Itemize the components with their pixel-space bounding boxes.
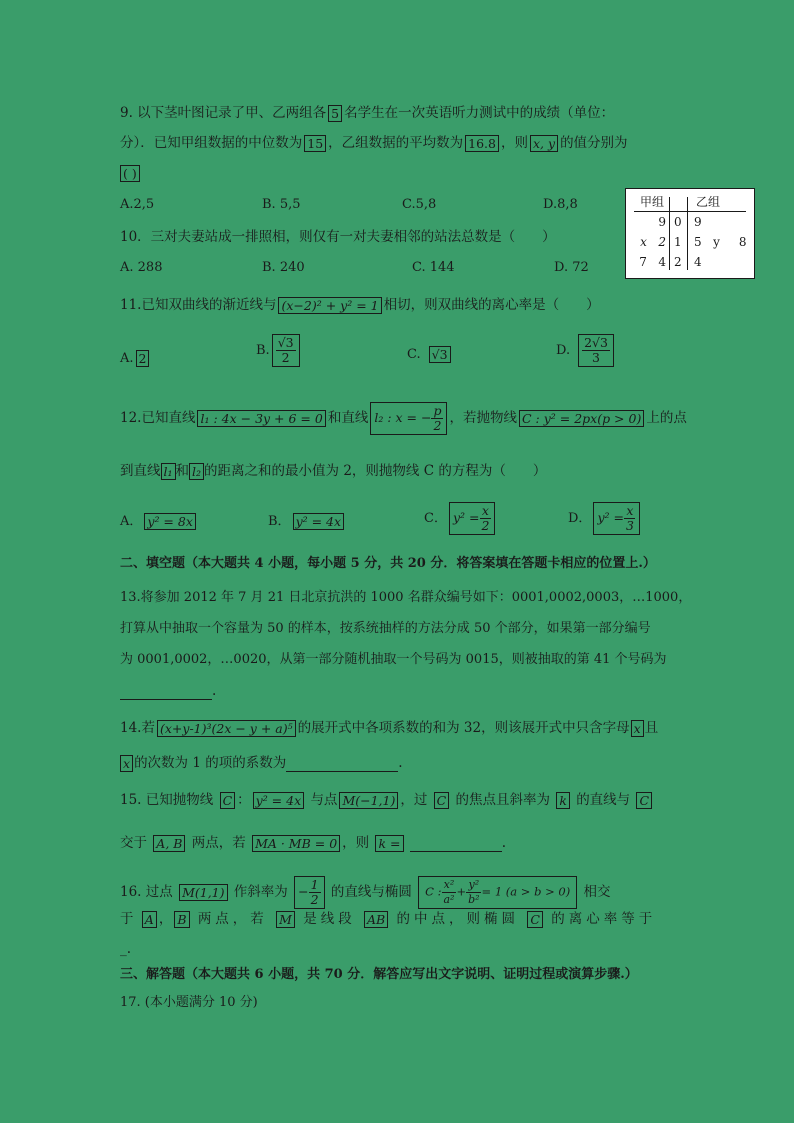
stemleaf-right-leaf: 5 y 8 <box>694 235 747 249</box>
q12-text: 的距离之和的最小值为 2，则抛物线 C 的方程为（ ） <box>204 463 547 479</box>
q15-line2 <box>120 834 506 852</box>
q11-option-d-val <box>578 334 614 367</box>
q16-line1 <box>120 876 611 909</box>
frac-num: p <box>433 403 442 418</box>
q10-option-a: A. 288 <box>120 260 163 275</box>
frac-den: 2 <box>481 518 490 533</box>
q14-answer-blank[interactable] <box>286 757 398 772</box>
q14-x-box: x <box>120 755 133 772</box>
frac-den: 3 <box>625 518 634 533</box>
q11-text: 11.已知双曲线的渐近线与 <box>120 297 277 313</box>
q16-point-box: M(1,1) <box>179 884 227 901</box>
q9-text: ，则 <box>501 135 528 151</box>
q16-text: 两点，若 <box>197 911 268 927</box>
q15-k-box: k <box>556 792 570 809</box>
stemleaf-stem: 0 <box>674 215 682 229</box>
q16-text: 的中点，则椭圆 <box>396 911 520 927</box>
q10-option-d: D. 72 <box>554 260 589 275</box>
q12-parabola-box: C : y² = 2px(p > 0) <box>519 410 644 427</box>
q9-median-box: 15 <box>304 135 326 152</box>
q9-option-d: D.8,8 <box>543 197 578 212</box>
stemleaf-header-divider <box>634 211 746 212</box>
q16-text: 相交 <box>583 884 611 900</box>
stemleaf-left-leaf: x 2 <box>640 235 666 249</box>
q15-c-box: C <box>434 792 450 809</box>
q12-option-d-val <box>593 502 639 535</box>
expr: = 1 (a > b > 0) <box>481 884 571 899</box>
q12-l2-box <box>370 402 447 435</box>
q14-line1 <box>120 719 658 737</box>
frac-num: x <box>626 503 634 518</box>
stemleaf-right-header: 乙组 <box>696 195 721 209</box>
q14-text: 的次数为 1 的项的系数为 <box>134 755 287 771</box>
q9-line2 <box>120 134 628 152</box>
q9-text: 9. 以下茎叶图记录了甲、乙两组各 <box>120 105 327 121</box>
stemleaf-stem: 1 <box>674 235 682 249</box>
q12-option-d <box>568 502 642 535</box>
q9-option-c: C.5,8 <box>402 197 437 212</box>
q15-answer-blank[interactable] <box>410 837 502 852</box>
q11-text: 相切，则双曲线的离心率是（ ） <box>383 297 600 313</box>
q12-option-c-val <box>449 502 495 535</box>
q14-text: 14.若 <box>120 720 155 736</box>
frac-den: 2 <box>281 350 290 365</box>
q12-text: 12.已知直线 <box>120 410 196 426</box>
q15-line1 <box>120 791 654 809</box>
stemleaf-right-leaf: 9 <box>694 215 702 229</box>
expr: y² = <box>452 510 480 525</box>
q14-text: 且 <box>644 720 659 736</box>
frac-den: 2 <box>310 892 319 907</box>
stemleaf-left-leaf: 9 <box>658 215 666 229</box>
q12-line1 <box>120 402 687 435</box>
q11-option-b-val <box>272 334 300 367</box>
option-label: C. <box>407 347 421 362</box>
q9-line3 <box>120 164 142 182</box>
q15-text: 两点，若 <box>191 835 246 851</box>
q11-option-c-val: √3 <box>429 346 451 363</box>
q16-m-box: M <box>276 911 295 928</box>
q16-answer-blank[interactable]: _. <box>120 941 132 957</box>
q10-text: 10．三对夫妻站成一排照相，则仅有一对夫妻相邻的站法总数是（ ） <box>120 229 556 245</box>
q9-text: ，乙组数据的平均数为 <box>328 135 464 151</box>
option-label: D． <box>568 511 592 526</box>
q16-text: 作斜率为 <box>233 884 288 900</box>
option-label: C． <box>424 511 447 526</box>
expr: C : <box>425 884 442 899</box>
q9-option-b: B. 5,5 <box>262 197 301 212</box>
q14-x-box: x <box>631 720 644 737</box>
q15-c-box: C <box>220 792 236 809</box>
q13-line4 <box>120 682 216 700</box>
q12-option-a <box>120 513 198 531</box>
q10-option-b: B. 240 <box>262 260 305 275</box>
frac-den: b² <box>468 893 480 906</box>
q15-point-box: M(−1,1) <box>339 792 398 809</box>
expr: y² = <box>597 510 624 525</box>
q13-line1: 13.将参加 2012 年 7 月 21 日北京抗洪的 1000 名群众编号如下：0001,0002,0003，…1000， <box>120 590 692 605</box>
q15-k-eq-box: k = <box>375 835 403 852</box>
q13-answer-blank[interactable] <box>120 685 212 700</box>
q9-option-a: A.2,5 <box>120 197 155 212</box>
expr: − <box>298 884 309 899</box>
q15-text: 与点 <box>310 792 338 808</box>
q15-text: . <box>501 835 507 851</box>
frac-num: 1 <box>310 877 319 892</box>
q12-text: 上的点 <box>646 410 687 426</box>
frac-num: x² <box>443 878 455 891</box>
q16-text: 的直线与椭圆 <box>330 884 412 900</box>
q12-text: 和直线 <box>327 410 369 426</box>
q12-text: ，若抛物线 <box>449 410 517 426</box>
section2-heading: 二、填空题（本大题共 4 小题，每小题 5 分，共 20 分．将答案填在答题卡相应的位置上.） <box>120 556 656 571</box>
q9-text: 的值分别为 <box>560 135 628 151</box>
q14-line2 <box>120 754 403 772</box>
q9-xy-box: x, y <box>530 135 558 152</box>
q16-a-box: A <box>142 911 157 928</box>
stemleaf-left-leaf: 7 4 <box>639 255 666 269</box>
q11-line <box>120 296 600 314</box>
q16-text: 是线段 <box>303 911 356 927</box>
q13-text: . <box>212 683 217 699</box>
q12-l1-box: l₁ : 4x − 3y + 6 = 0 <box>197 410 325 427</box>
option-label: D. <box>556 343 571 358</box>
stemleaf-left-header: 甲组 <box>640 195 665 209</box>
q9-n-box: 5 <box>328 105 342 122</box>
q14-text: . <box>398 755 403 771</box>
frac-num: y² <box>468 878 480 891</box>
q15-text: 的直线与 <box>576 792 631 808</box>
q12-option-c <box>424 502 497 535</box>
q12-line2 <box>120 462 546 480</box>
q16-line2 <box>120 910 656 928</box>
section3-heading: 三、解答题（本大题共 6 小题，共 70 分．解答应写出文字说明、证明过程或演算步骤.） <box>120 967 638 982</box>
q14-expr-box: (x+y-1)³(2x − y + a)⁵ <box>157 720 296 737</box>
q15-text: ： <box>237 792 251 808</box>
q14-text: 的展开式中各项系数的和为 32，则该展开式中只含字母 <box>297 720 630 736</box>
option-label: A. <box>120 351 134 366</box>
frac-num: √3 <box>277 335 294 350</box>
q16-b-box: B <box>174 911 189 928</box>
q17-text: 17. (本小题满分 10 分) <box>120 995 258 1010</box>
q15-c-box: C <box>636 792 652 809</box>
q11-option-a <box>120 350 151 368</box>
option-label: A． <box>120 514 143 529</box>
stemleaf-left-divider <box>669 197 670 270</box>
stem-leaf-plot <box>625 188 755 279</box>
q9-mean-box: 16.8 <box>465 135 499 152</box>
q16-text: 于 <box>120 911 134 927</box>
q12-option-a-val: y² = 8x <box>144 513 196 530</box>
q15-parabola-box: y² = 4x <box>253 792 305 809</box>
q11-option-c <box>407 346 453 364</box>
q13-line2: 打算从中抽取一个容量为 50 的样本，按系统抽样的方法分成 50 个部分，如果第一部分编号 <box>120 621 651 636</box>
q15-text: ，则 <box>342 835 370 851</box>
stemleaf-right-divider <box>687 197 688 270</box>
q15-text: 15. 已知抛物线 <box>120 792 214 808</box>
q9-text: 名学生在一次英语听力测试中的成绩（单位： <box>344 105 615 121</box>
stemleaf-right-leaf: 4 <box>694 255 702 269</box>
q15-text: 的焦点且斜率为 <box>455 792 551 808</box>
q16-c-box: C <box>527 911 543 928</box>
q16-text: 16. 过点 <box>120 884 173 900</box>
frac-den: a² <box>443 893 455 906</box>
option-label: B. <box>256 343 270 358</box>
q11-circle-box: (x−2)² + y² = 1 <box>278 297 381 314</box>
q15-dot-product-box: MA · MB = 0 <box>252 835 340 852</box>
q16-text: 的离心率等于 <box>551 911 657 927</box>
q9-text: 分）．已知甲组数据的中位数为 <box>120 135 303 151</box>
frac-num: 2√3 <box>584 335 608 350</box>
q12-option-b-val: y² = 4x <box>293 513 345 530</box>
q15-text: ，过 <box>400 792 428 808</box>
option-label: B． <box>268 514 291 529</box>
q16-ellipse-box <box>418 876 577 909</box>
frac-den: 2 <box>433 418 442 433</box>
q12-l2-ref: l₂ <box>189 463 204 480</box>
expr: + <box>456 884 467 899</box>
q12-option-b <box>268 513 346 531</box>
frac-den: 3 <box>592 350 600 365</box>
q15-ab-box: A, B <box>153 835 185 852</box>
expr: l₂ : x = − <box>374 410 432 425</box>
q15-text: 交于 <box>120 835 147 851</box>
q16-text: ， <box>158 911 173 927</box>
q10-option-c: C. 144 <box>412 260 455 275</box>
q12-text: 和 <box>175 463 190 479</box>
q12-text: 到直线 <box>120 463 161 479</box>
q16-ab-box: AB <box>364 911 388 928</box>
q11-option-d <box>556 334 616 367</box>
q9-answer-paren: ( ) <box>120 165 140 182</box>
q11-option-b <box>256 334 302 367</box>
stemleaf-stem: 2 <box>674 255 682 269</box>
q11-option-a-val: 2 <box>136 350 150 367</box>
q12-l1-ref: l₁ <box>161 463 176 480</box>
q9-line1 <box>120 104 614 122</box>
frac-num: x <box>481 503 489 518</box>
q16-slope-box <box>294 876 324 909</box>
q13-line3: 为 0001,0002，…0020，从第一部分随机抽取一个号码为 0015，则被抽取的第 41 个号码为 <box>120 652 667 667</box>
